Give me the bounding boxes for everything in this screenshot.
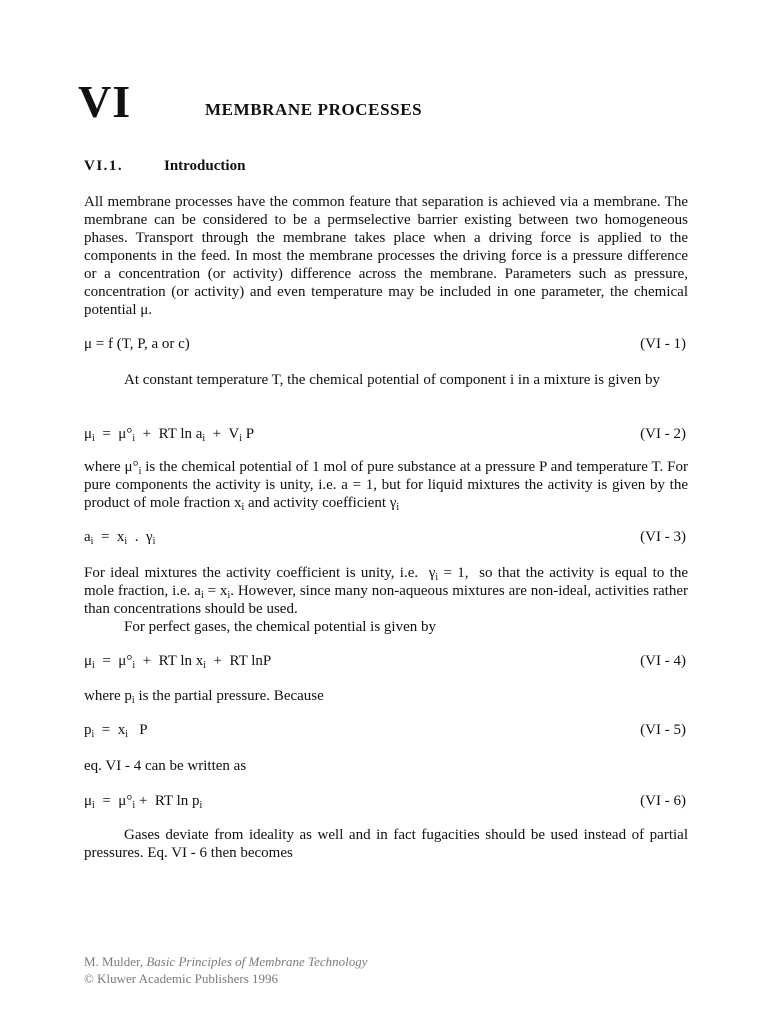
equation-math: $p_i = x_i$ P	[84, 722, 148, 740]
footer-author: M. Mulder,	[84, 954, 144, 969]
equation-vi-1: μ = f (T, P, a or c)	[84, 336, 190, 352]
equation-vi-2	[84, 424, 254, 444]
equation-number: (VI - 5)	[640, 722, 686, 738]
chapter-number: VI	[78, 76, 132, 127]
paragraph-eq-rewritten: eq. VI - 4 can be written as	[84, 758, 247, 774]
paragraph-perfect-gases: For perfect gases, the chemical potential is given by	[124, 619, 436, 635]
equation-number: (VI - 1)	[640, 336, 686, 352]
footer-book-title: Basic Principles of Membrane Technology	[146, 954, 368, 969]
equation-vi-6	[84, 791, 202, 811]
equation-number: (VI - 3)	[640, 529, 686, 545]
equation-vi-4	[84, 651, 271, 671]
footer-copyright: © Kluwer Academic Publishers 1996	[84, 971, 279, 986]
paragraph-partial-pressure: where $p_i$ is the partial pressure. Because	[84, 688, 324, 706]
equation-row	[84, 651, 688, 671]
equation-number: (VI - 6)	[640, 793, 686, 809]
section-title: Introduction	[164, 158, 246, 174]
equation-row	[84, 527, 688, 547]
equation-vi-5	[84, 720, 148, 740]
equation-number: (VI - 2)	[640, 426, 686, 442]
equation-row	[84, 791, 688, 811]
equation-math: $\mu_i = \mu^\circ_i$ + RT $\ln a_i + V_i$ P	[84, 426, 255, 444]
equation-row	[84, 334, 688, 354]
chapter-title: MEMBRANE PROCESSES	[205, 100, 423, 119]
equation-number: (VI - 4)	[640, 653, 686, 669]
paragraph-constant-temperature: At constant temperature T, the chemical potential of component i in a mixture is given by	[124, 372, 660, 388]
paragraph-ideal-mixtures: For ideal mixtures the activity coefficient is unity, i.e. $\gamma_i = 1$, so that the activity is equal to the mole fraction, i.e. $a_i = x_i$. However, since many non-aqueous mixtures are non-ideal, activities rather than concentrations should be used.	[84, 565, 688, 617]
paragraph-fugacities: Gases deviate from ideality as well and in fact fugacities should be used instead of partial pressures. Eq. VI - 6 then becomes	[84, 827, 688, 861]
equation-row	[84, 720, 688, 740]
paragraph-where-mu: where $\mu^\circ_i$ is the chemical potential of 1 mol of pure substance at a pressure P and temperature T. For pure components the activity is unity, i.e. a = 1, but for liquid mixtures the activity is given by the product of mole fraction $x_i$ and activity coefficient $\gamma_i$	[84, 459, 688, 513]
equation-math: $\mu_i = \mu^\circ_i$ + RT $\ln p_i$	[84, 793, 203, 811]
footer-citation	[84, 953, 368, 970]
equation-math: $a_i = x_i$ . $\gamma_i$	[84, 529, 156, 547]
section-number: VI.1.	[84, 158, 124, 174]
equation-math: $\mu_i = \mu^\circ_i$ + RT $\ln x_i$ + RT lnP	[84, 653, 272, 671]
equation-row	[84, 424, 688, 444]
paragraph-intro: All membrane processes have the common feature that separation is achieved via a membrane. The membrane can be considered to be a permselective barrier existing between two homogeneous phases. Transport through the membrane takes place when a driving force is applied to the components in the feed. In most the membrane processes the driving force is a pressure difference or a concentration (or activity) difference across the membrane. Parameters such as pressure, concentration (or activity) and even temperature may be included in one parameter, the chemical potential μ.	[84, 194, 688, 318]
equation-vi-3	[84, 527, 155, 547]
